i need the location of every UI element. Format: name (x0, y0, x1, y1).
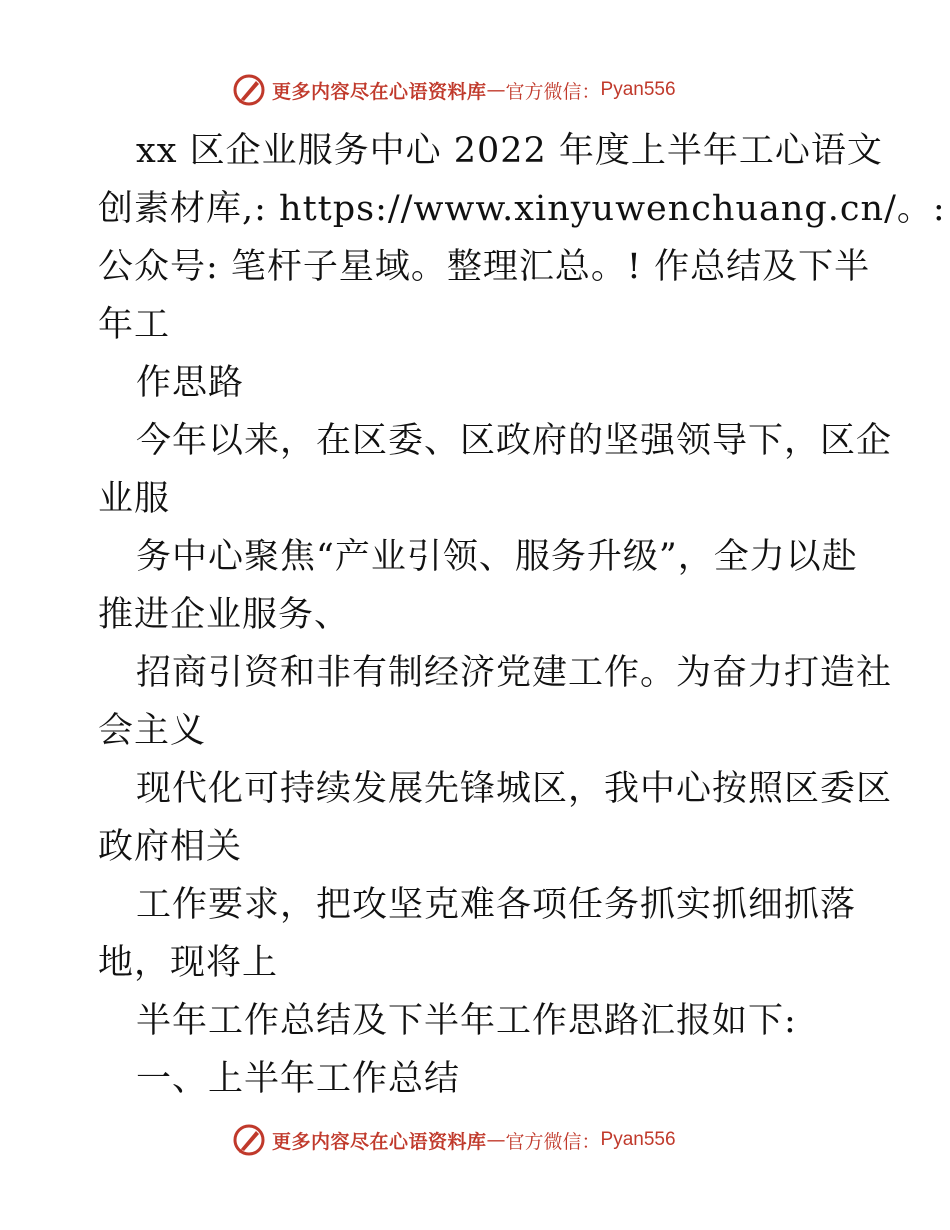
doc-line: 会主义 (98, 711, 207, 751)
banner-separator: — (486, 1129, 506, 1151)
banner-slogan: 更多内容尽在心语资料库 (272, 80, 487, 103)
doc-line: 务中心聚焦“产业引领、服务升级”，全力以赴 (136, 537, 858, 577)
banner-official-label: 官方微信： (505, 80, 601, 103)
doc-line: 公众号: 笔杆子星域。整理汇总。! 作总结及下半 (98, 247, 871, 287)
doc-line: 地，现将上 (98, 943, 279, 983)
doc-line: 创素材库,: https://www.xinyuwenchuang.cn/。: (98, 189, 946, 229)
banner-slogan: 更多内容尽在心语资料库 (272, 1130, 487, 1153)
section-heading: 一、上半年工作总结 (136, 1059, 461, 1099)
quill-pen-logo-icon (232, 1123, 266, 1157)
doc-line: 作思路 (136, 363, 245, 403)
doc-line: 半年工作总结及下半年工作思路汇报如下: (136, 1001, 797, 1041)
banner-wechat-id: Pyan556 (600, 1129, 676, 1150)
doc-line: 推进企业服务、 (98, 595, 351, 635)
doc-line: 业服 (98, 479, 171, 519)
footer-banner (232, 1122, 676, 1158)
header-banner (232, 72, 676, 108)
doc-line: xx 区企业服务中心 2022 年度上半年工心语文 (136, 131, 883, 171)
doc-line: 年工 (98, 305, 171, 345)
doc-line: 招商引资和非有制经济党建工作。为奋力打造社 (136, 653, 893, 693)
doc-line: 今年以来，在区委、区政府的坚强领导下，区企 (136, 421, 893, 461)
doc-line: 工作要求，把攻坚克难各项任务抓实抓细抓落 (136, 885, 857, 925)
banner-official-label: 官方微信： (505, 1130, 601, 1153)
banner-separator: — (486, 79, 506, 101)
doc-line: 现代化可持续发展先锋城区，我中心按照区委区 (136, 769, 893, 809)
doc-line: 政府相关 (98, 827, 243, 867)
banner-wechat-id: Pyan556 (600, 79, 676, 100)
quill-pen-logo-icon (232, 73, 266, 107)
document-body (98, 122, 946, 1108)
